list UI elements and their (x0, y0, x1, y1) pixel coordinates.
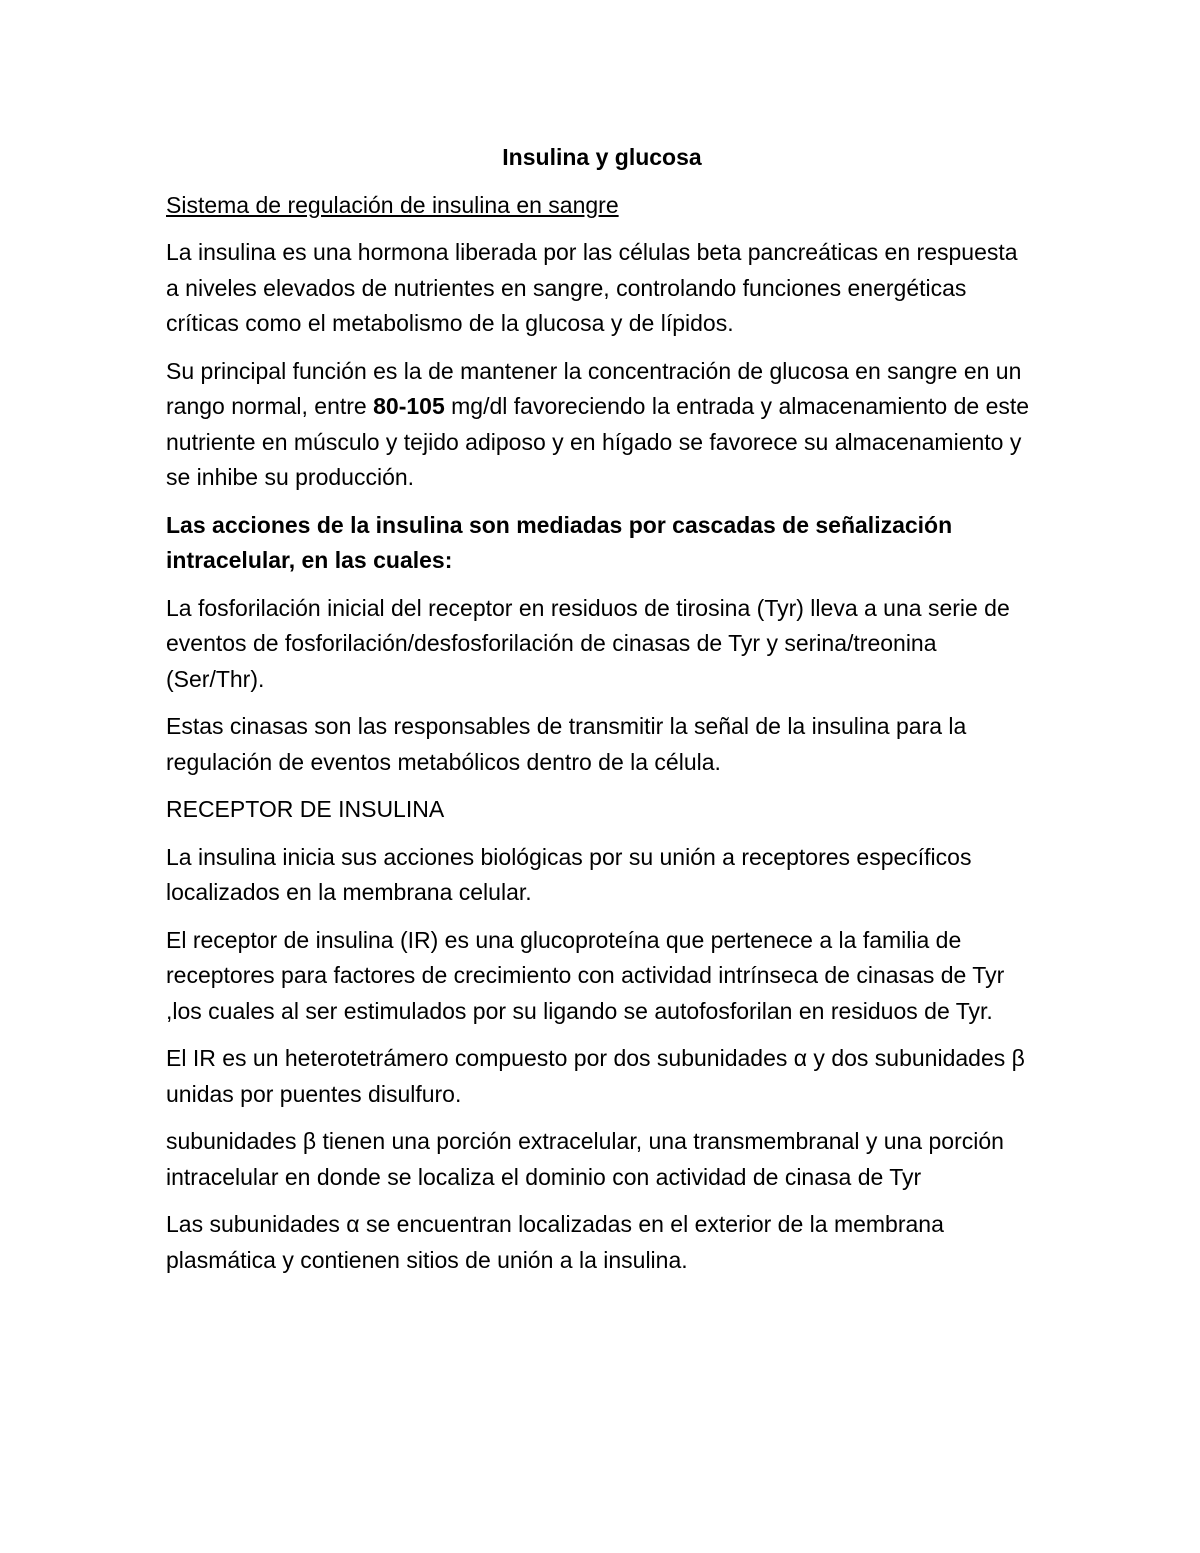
paragraph-3-bold: Las acciones de la insulina son mediadas por cascadas de señalización intracelular, en las cuales: (166, 511, 953, 573)
section-subtitle: Sistema de regulación de insulina en sangre (166, 191, 619, 218)
paragraph-2 (166, 354, 1036, 496)
paragraph-6: La insulina inicia sus acciones biológicas por su unión a receptores específicos localizados en la membrana celular. (166, 843, 972, 905)
document-body (166, 140, 1036, 1290)
paragraph-5: Estas cinasas son las responsables de transmitir la señal de la insulina para la regulación de eventos metabólicos dentro de la célula. (166, 713, 967, 775)
paragraph-2-text-start: Su principal función es la de mantener la concentración de glucosa en sangre en un rango normal, entre (166, 357, 1022, 419)
paragraph-10: Las subunidades α se encuentran localizadas en el exterior de la membrana plasmática y contienen sitios de unión a la insulina. (166, 1211, 944, 1273)
paragraph-4: La fosforilación inicial del receptor en residuos de tirosina (Tyr) lleva a una serie de eventos de fosforilación/desfosforilación de cinasas de Tyr y serina/treonina (Ser/Thr). (166, 594, 1010, 692)
paragraph-9: subunidades β tienen una porción extracelular, una transmembranal y una porción intracelular en donde se localiza el dominio con actividad de cinasa de Tyr (166, 1128, 1004, 1190)
paragraph-7: El receptor de insulina (IR) es una glucoproteína que pertenece a la familia de receptores para factores de crecimiento con actividad intrínseca de cinasas de Tyr ,los cuales al ser estimulados por su ligando se autofosforilan en residuos de Tyr. (166, 926, 1005, 1024)
paragraph-8: El IR es un heterotetrámero compuesto por dos subunidades α y dos subunidades β unidas por puentes disulfuro. (166, 1045, 1025, 1107)
document-title: Insulina y glucosa (502, 144, 702, 170)
glucose-range-value: 80-105 (373, 393, 445, 419)
paragraph-2-text-end: mg/dl favoreciendo la entrada y almacenamiento de este nutriente en músculo y tejido adiposo y en hígado se favorece su almacenamiento y se inhibe su producción. (166, 393, 1030, 490)
section-heading-receptor: RECEPTOR DE INSULINA (166, 796, 445, 822)
paragraph-1: La insulina es una hormona liberada por las células beta pancreáticas en respuesta a niveles elevados de nutrientes en sangre, controlando funciones energéticas críticas como el metabolismo de la glucosa y de lípidos. (166, 239, 1018, 336)
